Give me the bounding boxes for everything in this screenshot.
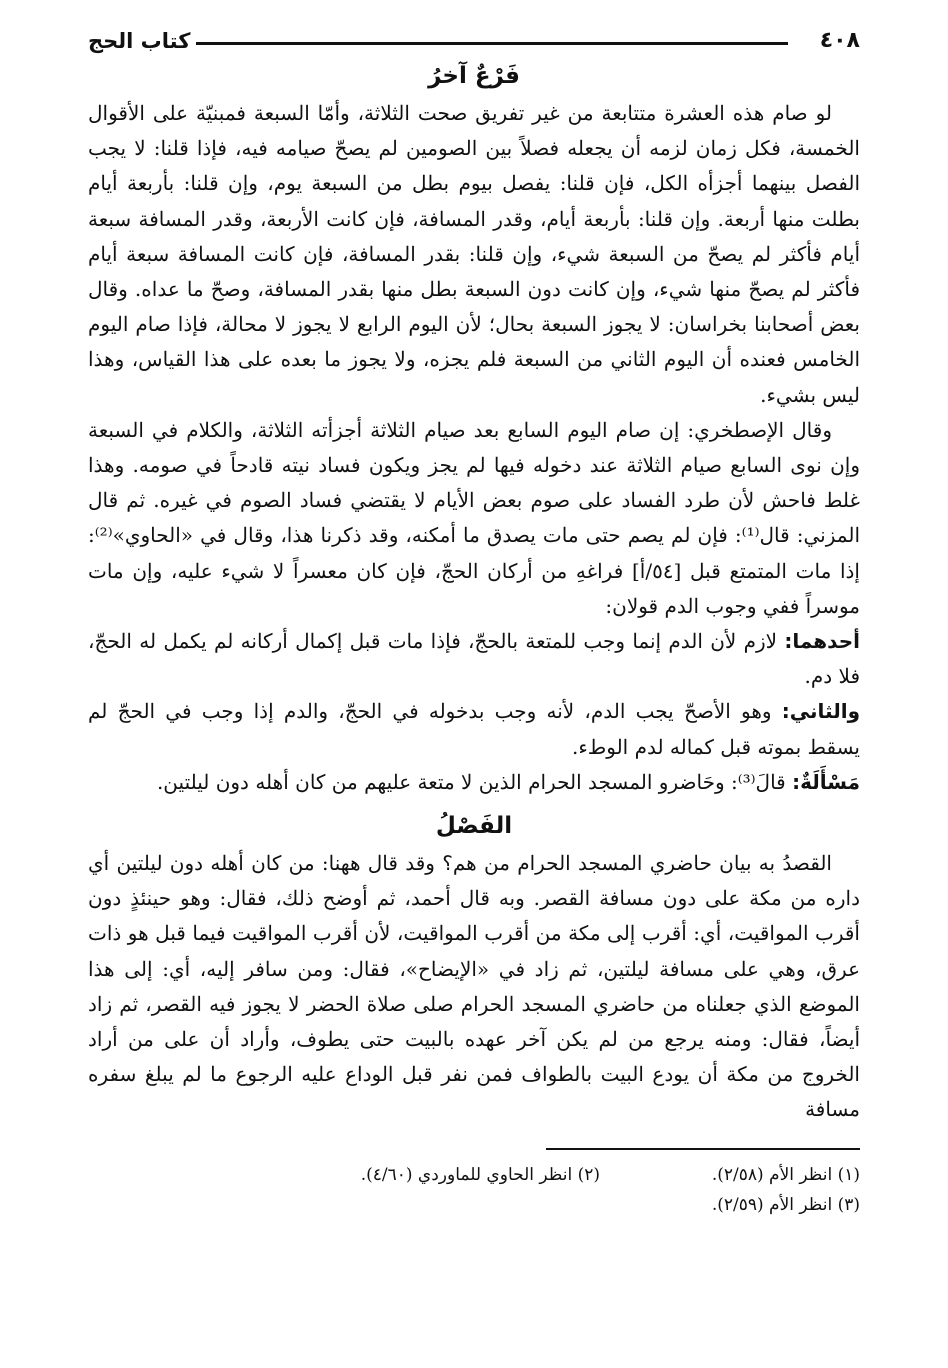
- footnote-row: [88, 1160, 860, 1190]
- paragraph-3: [88, 624, 860, 694]
- branch-title: فَرْعٌ آخرُ: [428, 63, 520, 89]
- footnote-1: (١) انظر الأم (٢/٥٨).: [711, 1164, 860, 1185]
- paragraph-5: [88, 765, 860, 800]
- paragraph-1: لو صام هذه العشرة متتابعة من غير تفريق صحت الثلاثة، وأمّا السبعة فمبنيّة على الأقوال الخمسة، فكل زمان لزمه أن يجعله فصلاً بين الصومين لم يصحّ صيامه فيه، فإذا قلنا: لا يجب الفصل بينهما أجزأه الكل، فإن قلنا: يفصل بيوم بطل من السبعة يوم، وإن قلنا: بأربعة أيام بطلت منها أربعة. وإن قلنا: بأربعة أيام، وقدر المسافة، فإن كانت الأربعة، وقدر المسافة سبعة أيام فأكثر لم يصحّ من السبعة شيء، وإن قلنا: بقدر المسافة، فإن كانت المسافة سبعة أيام فأكثر لم يصحّ منها شيء، وإن كانت دون السبعة بطل منها بقدر المسافة، وصحّ ما عداه. وقال بعض أصحابنا بخراسان: لا يجوز السبعة بحال؛ لأن اليوم الرابع لا يجوز لا محالة، فإذا صام اليوم الخامس فعنده أن اليوم الثاني من السبعة فلم يجزه، ولا يجوز ما بعده على هذا القياس، وهذا ليس بشيء.: [88, 101, 861, 407]
- book-title: كتاب الحج: [88, 29, 191, 53]
- paragraph-5-text: قالَ⁽³⁾: وحَاضرو المسجد الحرام الذين لا متعة عليهم من كان أهله دون ليلتين.: [156, 769, 793, 794]
- header-rule: [196, 42, 788, 45]
- page: [88, 26, 860, 1220]
- paragraph-3-lead: أحدهما:: [784, 629, 860, 654]
- footnotes: [88, 1160, 860, 1220]
- footnote-rule: [546, 1148, 860, 1150]
- running-head: [88, 26, 860, 56]
- footnote-2: (٢) انظر الحاوي للماوردي (٤/٦٠).: [360, 1164, 600, 1185]
- page-number: ٤٠٨: [819, 28, 860, 53]
- paragraph-5-lead: مَسْأَلَةٌ:: [792, 769, 860, 794]
- paragraph-4-text: وهو الأصحّ يجب الدم، لأنه وجب بدخوله في الحجّ، والدم إذا وجب في الحجّ لم يسقط بموته قبل كماله لدم الوطء.: [88, 699, 860, 759]
- paragraph-4-lead: والثاني:: [781, 699, 860, 724]
- paragraph-4: [88, 694, 860, 764]
- footnote-row: [88, 1190, 860, 1220]
- section-title: الفَصْلُ: [435, 813, 513, 840]
- section-paragraph: القصدُ به بيان حاضري المسجد الحرام من هم؟ وقد قال ههنا: من كان أهله دون ليلتين أي داره من مكة على دون مسافة القصر. وبه قال أحمد، ثم أوضح ذلك، فقال: وهو حينئذٍ دون أقرب المواقيت، أي: أقرب إلى مكة من أقرب المواقيت، لأن أقرب المواقيت فيما قبل هو ذات عرق، وهي على مسافة ليلتين، ثم زاد في «الإيضاح»، فقال: ومن سافر إليه، أي: إلى هذا الموضع الذي جعلناه من حاضري المسجد الحرام صلى صلاة الحضر لا يجوز فيه القصر، ثم زاد أيضاً، فقال: ومنه يرجع من لم يكن آخر عهده بالبيت حتى يطوف، وأراد أن على من أراد الخروج من مكة أن يودع البيت بالطواف فمن نفر قبل الوداع عليه الرجوع ما لم يبلغ سفره مسافة: [88, 851, 860, 1122]
- footnote-3: (٣) انظر الأم (٢/٥٩).: [711, 1194, 860, 1215]
- paragraph-3-text: لازم لأن الدم إنما وجب للمتعة بالحجّ، فإذا مات قبل إكمال أركانه لم يكمل له الحجّ، فلا دم.: [88, 629, 860, 689]
- paragraph-2: وقال الإصطخري: إن صام اليوم السابع بعد صيام الثلاثة أجزأته الثلاثة، والكلام في السبعة وإن نوى السابع صيام الثلاثة عند دخوله فيها لم يجز ويكون فساد نيته قادحاً في صومه. وهذا غلط فاحش لأن طرد الفساد على صوم بعض الأيام لا يقتضي فساد الصوم في غيره. ثم قال المزني: قال⁽¹⁾: فإن لم يصم حتى مات يصدق ما أمكنه، وقد ذكرنا هذا، وقال في «الحاوي»⁽²⁾: إذا مات المتمتع قبل [٥٤/أ] فراغهِ من أركان الحجّ، فإن كان معسراً لا شيء عليه، وإن مات موسراً ففي وجوب الدم قولان:: [88, 417, 860, 618]
